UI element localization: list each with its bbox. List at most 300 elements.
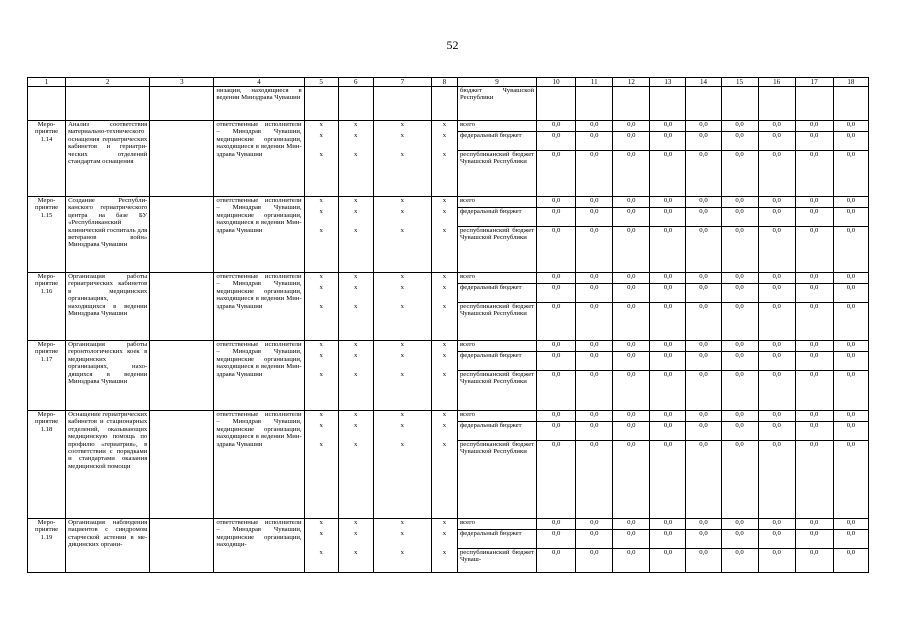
funding-value: 0,0 [686, 530, 721, 549]
funding-source: всего [457, 273, 536, 284]
funding-value: 0,0 [537, 519, 576, 530]
funding-value: 0,0 [613, 441, 650, 519]
column-number: 2 [66, 78, 150, 87]
funding-value: 0,0 [833, 303, 868, 341]
funding-value: 0,0 [795, 519, 833, 530]
funding-value: 0,0 [537, 411, 576, 422]
code-mark: х [373, 411, 431, 422]
code-mark: х [304, 273, 338, 284]
column-number: 13 [650, 78, 686, 87]
funding-value: 0,0 [613, 352, 650, 371]
funding-value: 0,0 [795, 341, 833, 352]
funding-value: 0,0 [758, 441, 795, 519]
column-number: 1 [28, 78, 66, 87]
funding-value: 0,0 [833, 151, 868, 197]
column-number-row [28, 78, 869, 87]
column-number: 5 [304, 78, 338, 87]
code-mark: х [431, 519, 457, 530]
empty-cell [795, 87, 833, 121]
code-mark: х [338, 197, 373, 208]
funding-value: 0,0 [795, 352, 833, 371]
code-mark: х [304, 227, 338, 273]
funding-value: 0,0 [833, 371, 868, 411]
code-mark: х [338, 441, 373, 519]
code-mark: х [431, 284, 457, 303]
funding-value: 0,0 [758, 519, 795, 530]
funding-value: 0,0 [795, 208, 833, 227]
funding-value: 0,0 [833, 227, 868, 273]
empty-cell [613, 87, 650, 121]
funding-value: 0,0 [613, 151, 650, 197]
code-mark: х [304, 132, 338, 151]
funding-value: 0,0 [537, 284, 576, 303]
column-number: 12 [613, 78, 650, 87]
funding-value: 0,0 [686, 121, 721, 132]
funding-value: 0,0 [795, 371, 833, 411]
empty-cell [28, 87, 66, 121]
code-mark: х [304, 519, 338, 530]
funding-value: 0,0 [795, 549, 833, 573]
funding-source: федеральный бюджет [457, 422, 536, 441]
funding-value: 0,0 [833, 132, 868, 151]
code-mark: х [338, 303, 373, 341]
code-mark: х [338, 411, 373, 422]
funding-source: республиканский бюджет Чувашской Республики [457, 441, 536, 519]
funding-value: 0,0 [721, 411, 758, 422]
column-number: 15 [721, 78, 758, 87]
code-mark: х [338, 341, 373, 352]
funding-value: 0,0 [721, 197, 758, 208]
code-mark: х [338, 227, 373, 273]
funding-value: 0,0 [650, 549, 686, 573]
code-mark: х [373, 441, 431, 519]
code-mark: х [338, 422, 373, 441]
funding-value: 0,0 [576, 208, 613, 227]
code-mark: х [304, 341, 338, 352]
activity-name: Организация работы геронтологических коек в медицинских организациях, находящихся в ведении Минздрава Чувашии [66, 341, 150, 411]
funding-value: 0,0 [650, 197, 686, 208]
funding-value: 0,0 [758, 422, 795, 441]
funding-table [27, 77, 869, 573]
funding-value: 0,0 [576, 227, 613, 273]
code-mark: х [431, 549, 457, 573]
funding-value: 0,0 [833, 411, 868, 422]
funding-value: 0,0 [833, 549, 868, 573]
funding-value: 0,0 [795, 284, 833, 303]
funding-value: 0,0 [758, 352, 795, 371]
funding-value: 0,0 [721, 151, 758, 197]
funding-value: 0,0 [758, 208, 795, 227]
code-mark: х [304, 530, 338, 549]
funding-value: 0,0 [576, 121, 613, 132]
empty-cell [150, 273, 214, 341]
code-mark: х [373, 371, 431, 411]
funding-value: 0,0 [795, 121, 833, 132]
funding-value: 0,0 [650, 121, 686, 132]
activity-number: Мероприятие 1.15 [28, 197, 66, 273]
column-number: 6 [338, 78, 373, 87]
funding-source: республиканский бюджет Чувашской Республики [457, 151, 536, 197]
funding-value: 0,0 [650, 132, 686, 151]
funding-value: 0,0 [721, 422, 758, 441]
funding-value: 0,0 [576, 132, 613, 151]
funding-value: 0,0 [833, 441, 868, 519]
funding-value: 0,0 [686, 371, 721, 411]
funding-value: 0,0 [795, 273, 833, 284]
funding-value: 0,0 [721, 519, 758, 530]
code-mark: х [431, 151, 457, 197]
code-mark: х [338, 352, 373, 371]
empty-cell [66, 87, 150, 121]
activity-name: Оснащение гериатрических кабинетов и стационарных отделений, оказывающих медицинскую помощь по профилю «гериатрия», в соответствии с порядками и стандартами оказания медицинской помощи [66, 411, 150, 519]
code-mark: х [373, 519, 431, 530]
code-mark: х [304, 208, 338, 227]
code-mark: х [431, 352, 457, 371]
funding-value: 0,0 [537, 303, 576, 341]
activity-number: Мероприятие 1.18 [28, 411, 66, 519]
code-mark: х [304, 352, 338, 371]
code-mark: х [431, 422, 457, 441]
funding-value: 0,0 [721, 371, 758, 411]
empty-cell [758, 87, 795, 121]
code-mark: х [373, 352, 431, 371]
funding-value: 0,0 [833, 422, 868, 441]
code-mark: х [431, 341, 457, 352]
funding-value: 0,0 [537, 441, 576, 519]
funding-value: 0,0 [613, 371, 650, 411]
column-number: 8 [431, 78, 457, 87]
code-mark: х [338, 284, 373, 303]
code-mark: х [373, 197, 431, 208]
column-number: 18 [833, 78, 868, 87]
empty-cell [650, 87, 686, 121]
funding-value: 0,0 [613, 530, 650, 549]
funding-value: 0,0 [576, 151, 613, 197]
funding-value: 0,0 [795, 530, 833, 549]
column-number: 10 [537, 78, 576, 87]
code-mark: х [338, 371, 373, 411]
funding-value: 0,0 [758, 132, 795, 151]
funding-value: 0,0 [650, 411, 686, 422]
funding-value: 0,0 [537, 549, 576, 573]
funding-value: 0,0 [721, 227, 758, 273]
code-mark: х [304, 371, 338, 411]
table-row [28, 519, 869, 530]
funding-value: 0,0 [650, 227, 686, 273]
executor-text: ответственные исполнители – Минздрав Чувашии, медицинские организации, находящиеся в ведении Минздрава Чувашии [214, 273, 304, 341]
funding-value: 0,0 [721, 132, 758, 151]
code-mark: х [304, 151, 338, 197]
activity-name: Создание Республиканского гериатрического центра на базе БУ «Республиканский клинический госпиталь для ветеранов войн» Минздрава Чувашии [66, 197, 150, 273]
funding-source: бюджет Чувашской Республики [457, 87, 536, 121]
code-mark: х [304, 441, 338, 519]
funding-value: 0,0 [613, 549, 650, 573]
funding-value: 0,0 [613, 341, 650, 352]
funding-value: 0,0 [537, 273, 576, 284]
funding-value: 0,0 [686, 197, 721, 208]
table-row [28, 197, 869, 208]
empty-cell [304, 87, 338, 121]
funding-value: 0,0 [650, 422, 686, 441]
funding-value: 0,0 [537, 121, 576, 132]
code-mark: х [431, 197, 457, 208]
executor-text: ответственные исполнители – Минздрав Чувашии, медицинские организации, находящиеся в ведении Минздрава Чувашии [214, 121, 304, 197]
funding-value: 0,0 [686, 519, 721, 530]
code-mark: х [338, 151, 373, 197]
code-mark: х [431, 530, 457, 549]
empty-cell [150, 411, 214, 519]
executor-text: ответственные исполнители – Минздрав Чувашии, медицинские организации, находящи- [214, 519, 304, 573]
empty-cell [150, 197, 214, 273]
funding-value: 0,0 [721, 208, 758, 227]
funding-value: 0,0 [576, 519, 613, 530]
code-mark: х [373, 151, 431, 197]
code-mark: х [338, 208, 373, 227]
funding-value: 0,0 [795, 227, 833, 273]
funding-value: 0,0 [833, 519, 868, 530]
funding-value: 0,0 [721, 273, 758, 284]
funding-value: 0,0 [833, 530, 868, 549]
funding-source: республиканский бюджет Чувашской Республики [457, 371, 536, 411]
funding-source: федеральный бюджет [457, 208, 536, 227]
funding-value: 0,0 [576, 371, 613, 411]
column-number: 7 [373, 78, 431, 87]
column-number: 11 [576, 78, 613, 87]
column-number: 9 [457, 78, 536, 87]
funding-source: федеральный бюджет [457, 530, 536, 549]
funding-value: 0,0 [650, 284, 686, 303]
page-number: 52 [446, 38, 459, 52]
funding-value: 0,0 [721, 303, 758, 341]
funding-value: 0,0 [686, 422, 721, 441]
activity-number: Мероприятие 1.16 [28, 273, 66, 341]
funding-value: 0,0 [758, 411, 795, 422]
code-mark: х [373, 303, 431, 341]
code-mark: х [338, 132, 373, 151]
funding-value: 0,0 [576, 341, 613, 352]
activity-name: Анализ соответствия материально-технического оснащения гериатрических кабинетов и гериатрических отделений стандартам оснащения [66, 121, 150, 197]
funding-value: 0,0 [721, 549, 758, 573]
code-mark: х [431, 303, 457, 341]
funding-value: 0,0 [833, 284, 868, 303]
code-mark: х [373, 208, 431, 227]
funding-value: 0,0 [576, 411, 613, 422]
funding-value: 0,0 [650, 303, 686, 341]
funding-value: 0,0 [613, 208, 650, 227]
funding-value: 0,0 [613, 197, 650, 208]
empty-cell [721, 87, 758, 121]
code-mark: х [338, 549, 373, 573]
funding-value: 0,0 [833, 121, 868, 132]
funding-value: 0,0 [650, 371, 686, 411]
funding-source: всего [457, 411, 536, 422]
funding-value: 0,0 [721, 341, 758, 352]
code-mark: х [431, 411, 457, 422]
funding-value: 0,0 [758, 273, 795, 284]
funding-value: 0,0 [686, 284, 721, 303]
funding-value: 0,0 [613, 303, 650, 341]
code-mark: х [304, 549, 338, 573]
funding-value: 0,0 [795, 151, 833, 197]
funding-value: 0,0 [795, 422, 833, 441]
funding-value: 0,0 [650, 273, 686, 284]
funding-source: всего [457, 197, 536, 208]
empty-cell [373, 87, 431, 121]
funding-source: федеральный бюджет [457, 132, 536, 151]
empty-cell [576, 87, 613, 121]
funding-value: 0,0 [613, 273, 650, 284]
funding-value: 0,0 [613, 422, 650, 441]
funding-value: 0,0 [833, 208, 868, 227]
funding-value: 0,0 [721, 441, 758, 519]
activity-number: Мероприятие 1.17 [28, 341, 66, 411]
funding-value: 0,0 [537, 227, 576, 273]
code-mark: х [338, 530, 373, 549]
funding-value: 0,0 [613, 227, 650, 273]
empty-cell [338, 87, 373, 121]
code-mark: х [431, 371, 457, 411]
code-mark: х [373, 273, 431, 284]
funding-value: 0,0 [758, 284, 795, 303]
funding-value: 0,0 [537, 530, 576, 549]
funding-value: 0,0 [795, 303, 833, 341]
funding-value: 0,0 [576, 197, 613, 208]
code-mark: х [338, 273, 373, 284]
executor-text: ответственные исполнители – Минздрав Чувашии, медицинские организации, находящиеся в ведении Минздрава Чувашии [214, 411, 304, 519]
funding-value: 0,0 [537, 208, 576, 227]
funding-value: 0,0 [537, 151, 576, 197]
empty-cell [537, 87, 576, 121]
funding-value: 0,0 [795, 197, 833, 208]
empty-cell [150, 519, 214, 573]
funding-value: 0,0 [686, 132, 721, 151]
funding-value: 0,0 [576, 352, 613, 371]
code-mark: х [431, 132, 457, 151]
executor-text: ответственные исполнители – Минздрав Чувашии, медицинские организации, находящиеся в ведении Минздрава Чувашии [214, 197, 304, 273]
empty-cell [431, 87, 457, 121]
funding-value: 0,0 [758, 341, 795, 352]
funding-value: 0,0 [613, 132, 650, 151]
funding-value: 0,0 [613, 519, 650, 530]
code-mark: х [373, 284, 431, 303]
funding-value: 0,0 [833, 197, 868, 208]
table-row [28, 411, 869, 422]
funding-source: федеральный бюджет [457, 352, 536, 371]
funding-value: 0,0 [537, 132, 576, 151]
activity-number: Мероприятие 1.19 [28, 519, 66, 573]
table-row [28, 341, 869, 352]
code-mark: х [431, 273, 457, 284]
code-mark: х [373, 121, 431, 132]
funding-source: всего [457, 341, 536, 352]
funding-value: 0,0 [576, 422, 613, 441]
code-mark: х [338, 121, 373, 132]
code-mark: х [304, 411, 338, 422]
code-mark: х [373, 132, 431, 151]
funding-value: 0,0 [576, 303, 613, 341]
code-mark: х [338, 519, 373, 530]
code-mark: х [304, 121, 338, 132]
funding-value: 0,0 [758, 371, 795, 411]
column-number: 14 [686, 78, 721, 87]
continuation-row [28, 87, 869, 121]
empty-cell [833, 87, 868, 121]
funding-value: 0,0 [537, 341, 576, 352]
column-number: 3 [150, 78, 214, 87]
funding-value: 0,0 [650, 208, 686, 227]
executor-text: ответственные исполнители – Минздрав Чувашии, медицинские организации, находящиеся в ведении Минздрава Чувашии [214, 341, 304, 411]
funding-value: 0,0 [650, 341, 686, 352]
code-mark: х [431, 208, 457, 227]
funding-value: 0,0 [758, 121, 795, 132]
funding-value: 0,0 [650, 352, 686, 371]
funding-value: 0,0 [795, 411, 833, 422]
funding-source: республиканский бюджет Чувашской Республики [457, 227, 536, 273]
activity-name: Организация наблюдения пациентов с синдромом старческой астении в медицинских органи- [66, 519, 150, 573]
funding-value: 0,0 [650, 151, 686, 197]
funding-value: 0,0 [686, 341, 721, 352]
funding-value: 0,0 [758, 197, 795, 208]
funding-value: 0,0 [758, 530, 795, 549]
funding-value: 0,0 [686, 441, 721, 519]
funding-value: 0,0 [576, 273, 613, 284]
column-number: 4 [214, 78, 304, 87]
funding-value: 0,0 [686, 549, 721, 573]
code-mark: х [431, 121, 457, 132]
funding-source: республиканский бюджет Чуваш- [457, 549, 536, 573]
code-mark: х [431, 441, 457, 519]
table-row [28, 121, 869, 132]
funding-value: 0,0 [650, 519, 686, 530]
code-mark: х [304, 284, 338, 303]
funding-value: 0,0 [833, 352, 868, 371]
empty-cell [150, 87, 214, 121]
funding-value: 0,0 [686, 151, 721, 197]
funding-source: республиканский бюджет Чувашской Республики [457, 303, 536, 341]
empty-cell [150, 121, 214, 197]
funding-value: 0,0 [686, 411, 721, 422]
column-number: 17 [795, 78, 833, 87]
funding-value: 0,0 [613, 121, 650, 132]
table-body [28, 78, 869, 573]
code-mark: х [373, 549, 431, 573]
code-mark: х [373, 530, 431, 549]
table-row [28, 273, 869, 284]
funding-source: федеральный бюджет [457, 284, 536, 303]
funding-value: 0,0 [537, 371, 576, 411]
funding-source: всего [457, 121, 536, 132]
activity-number: Мероприятие 1.14 [28, 121, 66, 197]
funding-value: 0,0 [576, 530, 613, 549]
funding-value: 0,0 [758, 549, 795, 573]
funding-value: 0,0 [758, 151, 795, 197]
funding-value: 0,0 [721, 284, 758, 303]
funding-value: 0,0 [650, 441, 686, 519]
activity-name: Организация работы гериатрических кабинетов в медицинских организациях, находящихся в ведении Минздрава Чувашии [66, 273, 150, 341]
funding-value: 0,0 [721, 530, 758, 549]
funding-value: 0,0 [686, 352, 721, 371]
code-mark: х [431, 227, 457, 273]
column-number: 16 [758, 78, 795, 87]
funding-value: 0,0 [758, 227, 795, 273]
funding-value: 0,0 [721, 352, 758, 371]
funding-value: 0,0 [686, 303, 721, 341]
empty-cell [686, 87, 721, 121]
funding-value: 0,0 [613, 411, 650, 422]
code-mark: х [373, 341, 431, 352]
funding-value: 0,0 [833, 341, 868, 352]
funding-value: 0,0 [795, 132, 833, 151]
